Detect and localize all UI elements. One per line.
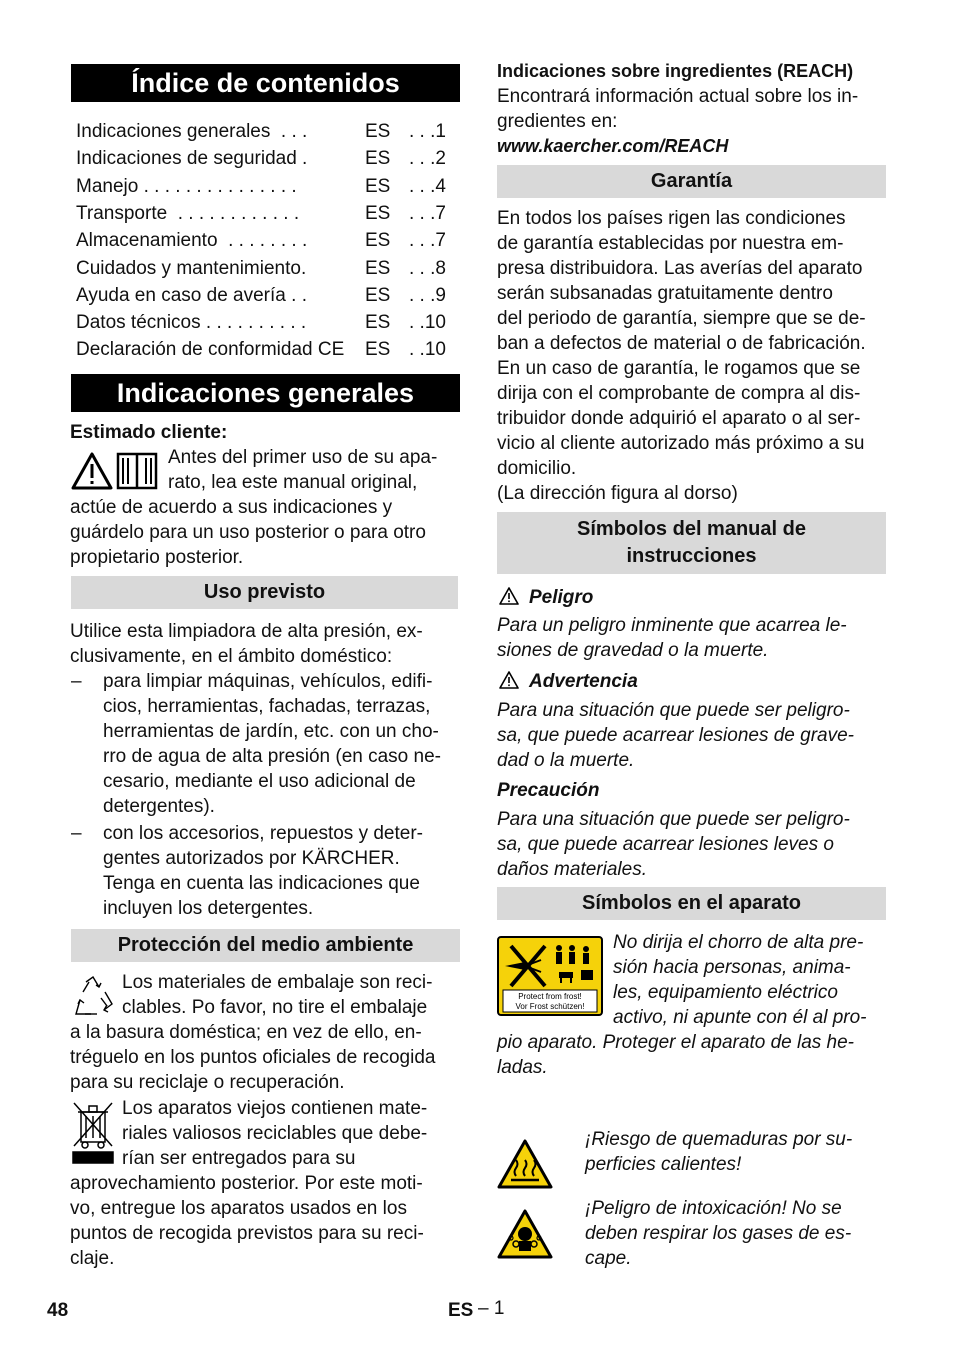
list-bullet: – bbox=[71, 823, 82, 844]
text-line: tréguelo en los puntos oficiales de recogida bbox=[70, 1047, 436, 1068]
toc-entry-page: . . .4 bbox=[409, 175, 446, 197]
toc-row[interactable] bbox=[76, 118, 456, 145]
toc-row[interactable] bbox=[76, 309, 456, 336]
toc-entry-label: Cuidados y mantenimiento. bbox=[76, 257, 307, 279]
manual-symbols-title-line: instrucciones bbox=[626, 545, 757, 567]
toc-entry-page: . . .7 bbox=[409, 202, 446, 224]
toc-entry-label: Indicaciones generales . . . bbox=[76, 121, 308, 142]
reach-link[interactable]: www.kaercher.com/REACH bbox=[497, 136, 729, 156]
page-number: 48 bbox=[47, 1300, 69, 1321]
manual-symbols-title bbox=[497, 512, 886, 574]
toc-entry-page: . . .8 bbox=[409, 257, 446, 279]
toc-list bbox=[70, 118, 460, 368]
text-line: cape. bbox=[585, 1248, 632, 1269]
text-line: No dirija el chorro de alta pre- bbox=[613, 932, 864, 953]
text-line: siones de gravedad o la muerte. bbox=[497, 640, 769, 661]
intro-line: guárdelo para un uso posterior o para otro bbox=[70, 522, 426, 543]
toc-row[interactable] bbox=[76, 145, 456, 172]
intended-use-title: Uso previsto bbox=[71, 576, 458, 609]
toc-entry-label: Transporte . . . . . . . . . . . . bbox=[76, 202, 300, 224]
hot-surface-icon bbox=[497, 1138, 553, 1190]
caution-label: Precaución bbox=[497, 780, 600, 801]
toc-row[interactable] bbox=[76, 227, 456, 254]
toc-entry-page: . . .7 bbox=[409, 230, 446, 252]
text-line: herramientas de jardín, etc. con un cho- bbox=[103, 721, 439, 742]
text-line: perficies calientes! bbox=[585, 1154, 742, 1175]
intro-line: Antes del primer uso de su apa- bbox=[168, 447, 438, 468]
text-line: dad o la muerte. bbox=[497, 750, 635, 771]
text-line: Los materiales de embalaje son reci- bbox=[122, 972, 433, 993]
text-line: activo, ni apunte con él al pro- bbox=[613, 1007, 867, 1028]
text-line: dirija con el comprobante de compra al dis- bbox=[497, 383, 861, 404]
text-line: ban a defectos de material o de fabricación. bbox=[497, 333, 866, 354]
text-line: En un caso de garantía, le rogamos que se bbox=[497, 358, 861, 379]
toc-entry-lang: ES bbox=[365, 230, 391, 252]
toc-entry-label: Datos técnicos . . . . . . . . . . bbox=[76, 312, 307, 334]
text-line: deben respirar los gases de es- bbox=[585, 1223, 852, 1244]
text-line: Los aparatos viejos contienen mate- bbox=[122, 1098, 428, 1119]
frost-label-text: Vor Frost schützen! bbox=[515, 1002, 585, 1011]
toc-row[interactable] bbox=[76, 282, 456, 309]
toc-entry-lang: ES bbox=[365, 284, 391, 306]
reach-title: Indicaciones sobre ingredientes (REACH) bbox=[497, 61, 854, 81]
recycle-icon bbox=[71, 974, 115, 1018]
text-line: con los accesorios, repuestos y deter- bbox=[103, 823, 423, 844]
manual-symbols-title-line: Símbolos del manual de bbox=[577, 518, 806, 540]
toc-row[interactable] bbox=[76, 255, 456, 282]
toc-entry-label: Manejo . . . . . . . . . . . . . . . bbox=[76, 175, 297, 197]
footer-page-suffix: – 1 bbox=[478, 1298, 505, 1319]
frost-label-text: Protect from frost! bbox=[518, 992, 582, 1001]
text-line: rían ser entregados para su bbox=[122, 1148, 356, 1169]
toc-entry-lang: ES bbox=[365, 257, 391, 279]
toc-entry-label: Ayuda en caso de avería . . bbox=[76, 284, 307, 306]
text-line: ¡Peligro de intoxicación! No se bbox=[585, 1198, 842, 1219]
text-line: (La dirección figura al dorso) bbox=[497, 483, 738, 504]
toc-row[interactable] bbox=[76, 336, 456, 363]
text-line: ladas. bbox=[497, 1057, 548, 1078]
toc-entry-lang: ES bbox=[365, 312, 391, 334]
no-jet-device-label-icon bbox=[497, 936, 603, 1016]
text-line: del periodo de garantía, siempre que se de- bbox=[497, 308, 866, 329]
text-line: vicio al cliente autorizado más próximo a su bbox=[497, 433, 865, 454]
toc-entry-page: . .10 bbox=[409, 339, 446, 361]
text-line: cesario, mediante el uso adicional de bbox=[103, 771, 416, 792]
text-line: daños materiales. bbox=[497, 859, 647, 880]
environment-title: Protección del medio ambiente bbox=[71, 929, 460, 962]
text-line: pio aparato. Proteger el aparato de las he- bbox=[497, 1032, 855, 1053]
text-line: vo, entregue los aparatos usados en los bbox=[70, 1198, 407, 1219]
text-line: de garantía establecidas por nuestra em- bbox=[497, 233, 844, 254]
device-symbols-title: Símbolos en el aparato bbox=[497, 887, 886, 920]
toc-entry-page: . . .9 bbox=[409, 284, 446, 306]
intro-line: rato, lea este manual original, bbox=[168, 472, 418, 493]
text-line: detergentes). bbox=[103, 796, 215, 817]
toc-entry-lang: ES bbox=[365, 175, 391, 197]
text-line: aprovechamiento posterior. Por este moti- bbox=[70, 1173, 423, 1194]
toc-entry-page: . .10 bbox=[409, 312, 446, 334]
text-line: cios, herramientas, fachadas, terrazas, bbox=[103, 696, 431, 717]
list-bullet: – bbox=[71, 671, 82, 692]
toc-row[interactable] bbox=[76, 173, 456, 200]
toc-entry-label: Almacenamiento . . . . . . . . bbox=[76, 230, 308, 252]
text-line: les, equipamiento eléctrico bbox=[613, 982, 838, 1003]
text-line: incluyen los detergentes. bbox=[103, 898, 314, 919]
intended-use-text: Utilice esta limpiadora de alta presión, ex- bbox=[70, 621, 423, 642]
text-line: ¡Riesgo de quemaduras por su- bbox=[585, 1129, 853, 1150]
intro-line: propietario posterior. bbox=[70, 547, 244, 568]
dear-customer: Estimado cliente: bbox=[70, 422, 228, 443]
toc-row[interactable] bbox=[76, 200, 456, 227]
warranty-title: Garantía bbox=[497, 165, 886, 198]
intro-line: actúe de acuerdo a sus indicaciones y bbox=[70, 497, 393, 518]
text-line: Para una situación que puede ser peligro- bbox=[497, 809, 850, 830]
text-line: domicilio. bbox=[497, 458, 577, 479]
danger-label: Peligro bbox=[529, 587, 594, 608]
text-line: para su reciclaje o recuperación. bbox=[70, 1072, 345, 1093]
text-line: Para un peligro inminente que acarrea le- bbox=[497, 615, 847, 636]
text-line: Para una situación que puede ser peligro- bbox=[497, 700, 850, 721]
toc-entry-label: Declaración de conformidad CE bbox=[76, 339, 345, 361]
toc-entry-page: . . .2 bbox=[409, 148, 446, 170]
text-line: serán subsanadas gratuitamente dentro bbox=[497, 283, 833, 304]
text-line: a la basura doméstica; en vez de ello, en- bbox=[70, 1022, 422, 1043]
text-line: rro de agua de alta presión (en caso ne- bbox=[103, 746, 441, 767]
toc-entry-label: Indicaciones de seguridad . bbox=[76, 148, 308, 170]
toc-entry-page: . . .1 bbox=[409, 121, 446, 142]
text-line: claje. bbox=[70, 1248, 115, 1269]
text-line: gentes autorizados por KÄRCHER. bbox=[103, 848, 400, 869]
intended-use-text: clusivamente, en el ámbito doméstico: bbox=[70, 646, 393, 667]
text-line: riales valiosos reciclables que debe- bbox=[122, 1123, 428, 1144]
text-line: Tenga en cuenta las indicaciones que bbox=[103, 873, 420, 894]
text-line: presa distribuidora. Las averías del aparato bbox=[497, 258, 863, 279]
warning-label: Advertencia bbox=[529, 671, 638, 692]
crossed-bin-icon bbox=[71, 1100, 115, 1166]
footer-lang: ES bbox=[448, 1300, 474, 1321]
toc-entry-lang: ES bbox=[365, 121, 391, 142]
text-line: clables. Po favor, no tire el embalaje bbox=[122, 997, 428, 1018]
text-line: sa, que puede acarrear lesiones de grave- bbox=[497, 725, 855, 746]
toc-entry-lang: ES bbox=[365, 202, 391, 224]
text-line: En todos los países rigen las condiciones bbox=[497, 208, 846, 229]
reach-text: Encontrará información actual sobre los in- bbox=[497, 86, 859, 107]
toc-entry-lang: ES bbox=[365, 148, 391, 170]
text-line: para limpiar máquinas, vehículos, edifi- bbox=[103, 671, 433, 692]
reach-text: gredientes en: bbox=[497, 111, 618, 132]
warning-triangle-icon bbox=[498, 670, 520, 690]
warning-triangle-icon bbox=[498, 586, 520, 606]
toc-entry-lang: ES bbox=[365, 339, 391, 361]
text-line: tribuidor donde adquirió el aparato o al ser- bbox=[497, 408, 861, 429]
general-title: Indicaciones generales bbox=[71, 374, 460, 412]
text-line: sa, que puede acarrear lesiones leves o bbox=[497, 834, 834, 855]
text-line: puntos de recogida previstos para su reci- bbox=[70, 1223, 424, 1244]
warning-read-manual-icon bbox=[71, 450, 161, 492]
text-line: sión hacia personas, anima- bbox=[613, 957, 851, 978]
toc-title: Índice de contenidos bbox=[71, 64, 460, 102]
toxic-gas-icon bbox=[497, 1208, 553, 1260]
